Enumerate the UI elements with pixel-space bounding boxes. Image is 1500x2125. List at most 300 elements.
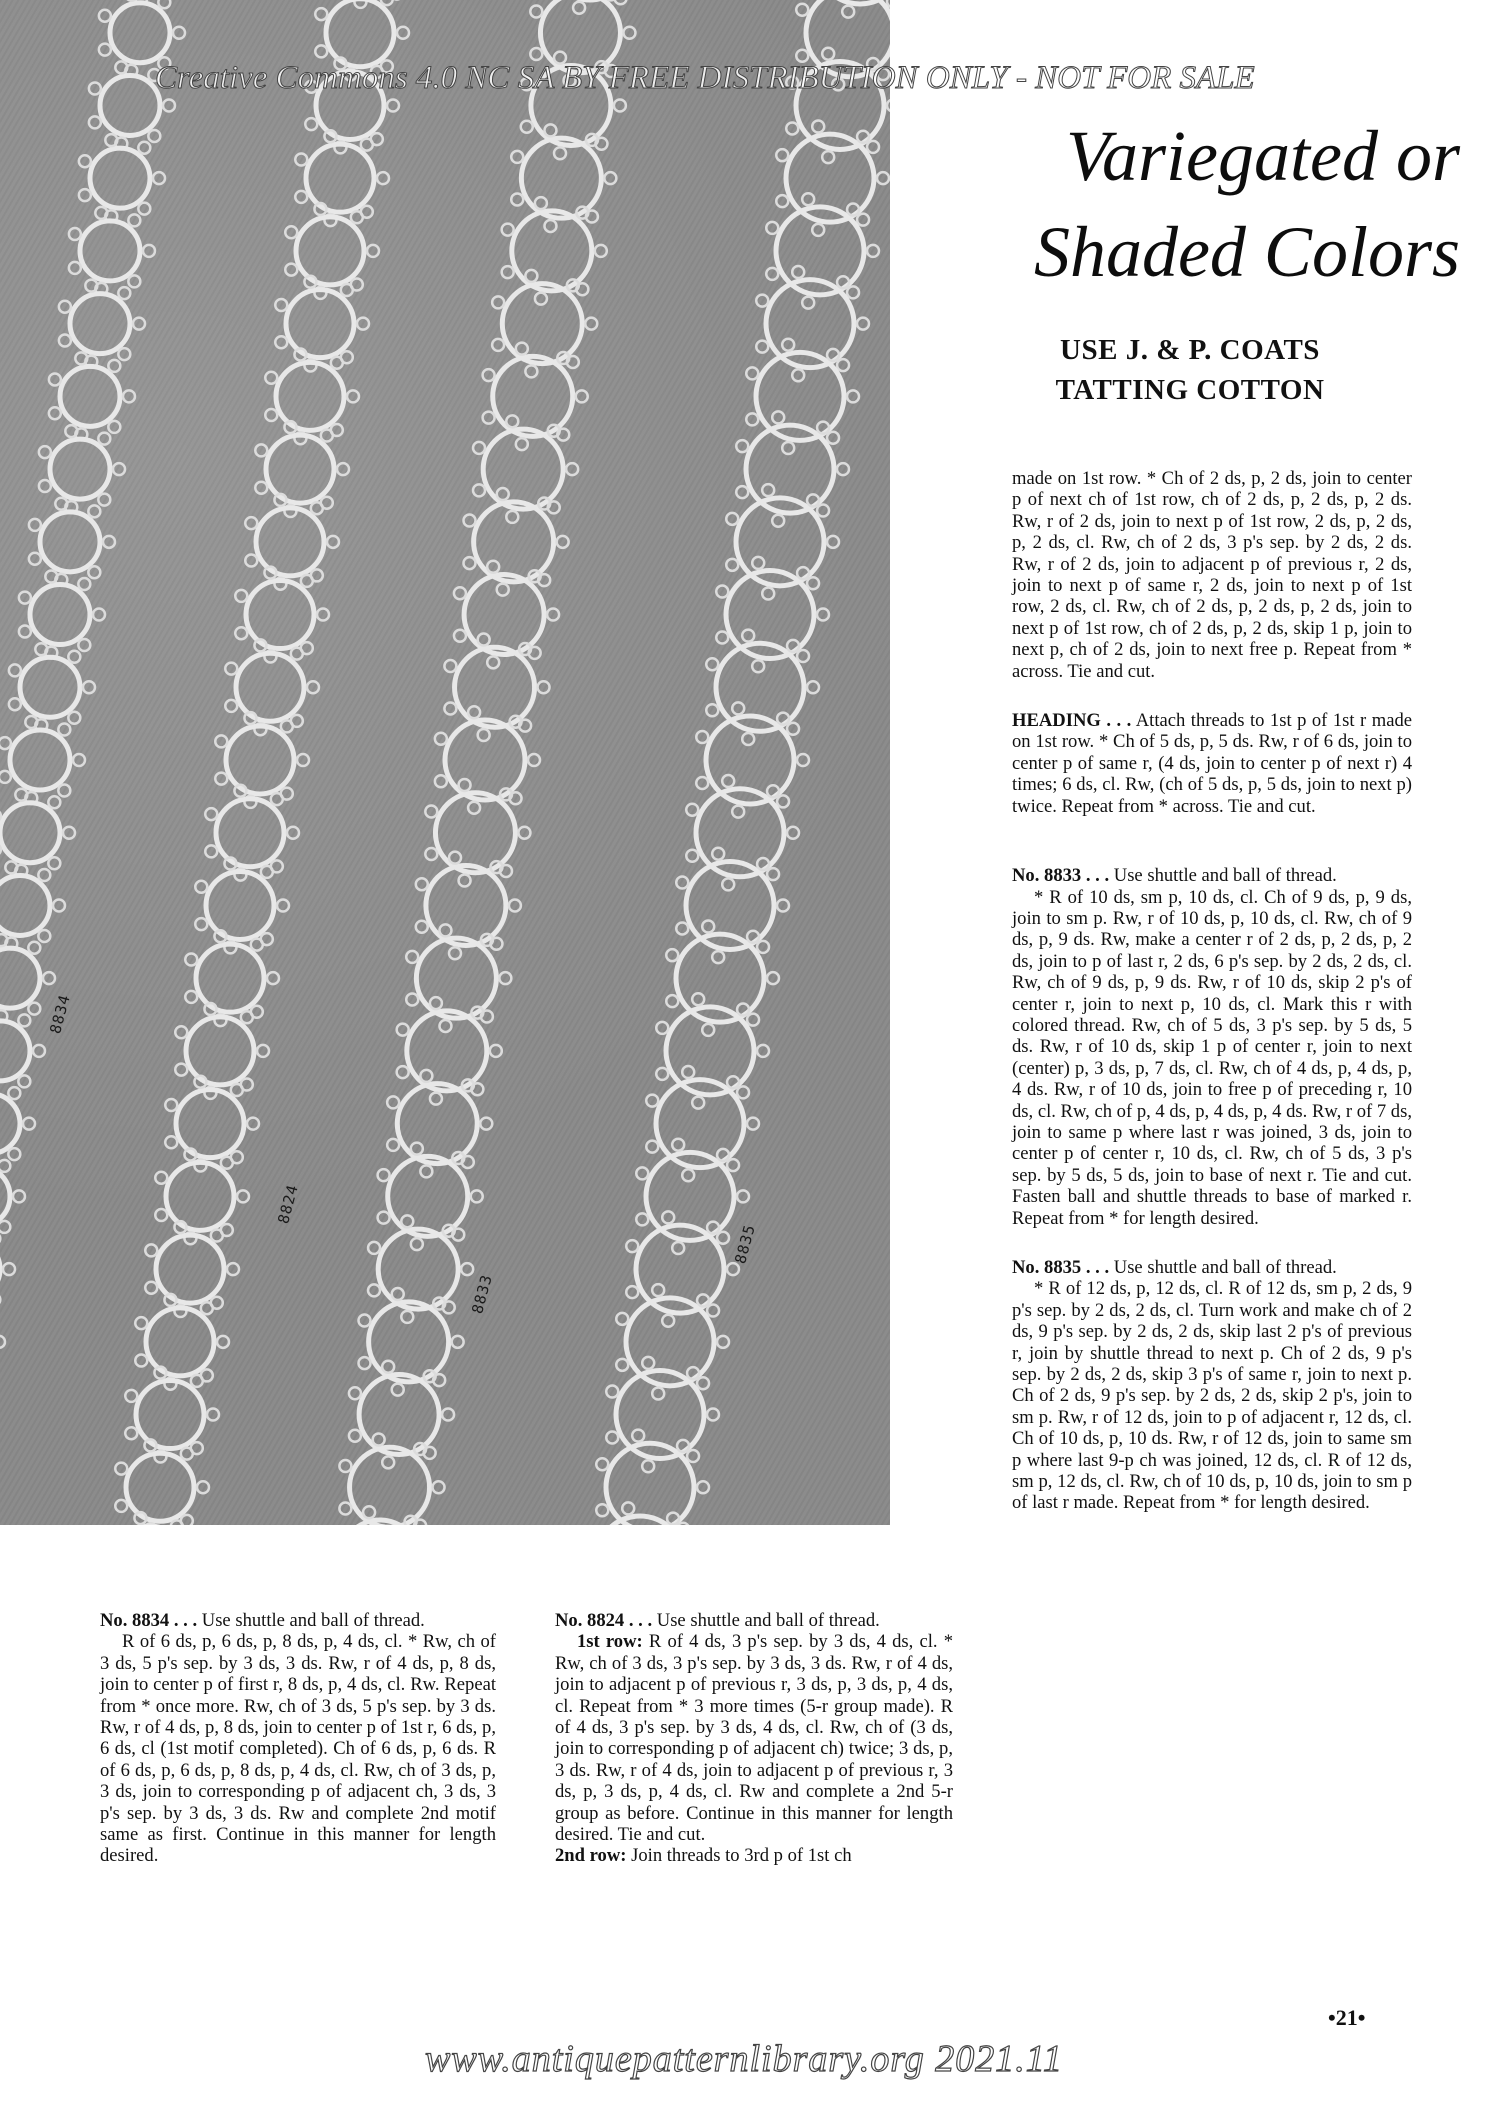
lace-ring (40, 512, 100, 572)
lace-picot (378, 1212, 390, 1224)
lace-picot (497, 488, 509, 500)
lace-picot (29, 519, 41, 531)
strip-label-8824: 8824 (274, 1182, 302, 1226)
lace-picot (387, 1096, 399, 1108)
lace-picot (255, 444, 267, 456)
lace-picot (275, 299, 287, 311)
heading-paragraph (1012, 710, 1412, 817)
lace-picot (707, 1305, 719, 1317)
lace-picot (642, 1357, 654, 1369)
lace-ring (50, 439, 110, 499)
lace-picot (502, 224, 514, 236)
lace-picot (662, 1211, 674, 1223)
lace-picot (88, 505, 100, 517)
lace-picot (59, 301, 71, 313)
lace-picot (727, 1263, 739, 1275)
lace-picot (499, 972, 511, 984)
lace-picot (307, 681, 319, 693)
subtitle-line-2: TATTING COTTON (1055, 374, 1325, 406)
lace-picot (487, 656, 499, 668)
lace-picot (217, 1336, 229, 1348)
lace-ring (90, 148, 150, 208)
lace-picot (717, 1232, 729, 1244)
lace-ring (435, 793, 515, 873)
lace-picot (123, 390, 135, 402)
lace-picot (473, 484, 485, 496)
lace-picot (547, 609, 559, 621)
lace-picot (887, 99, 890, 111)
lace-picot (381, 0, 393, 5)
lace-picot (626, 1286, 638, 1298)
lace-picot (822, 48, 834, 60)
lace-picot (857, 214, 869, 226)
right-column (1012, 468, 1412, 1514)
lace-picot (490, 1045, 502, 1057)
lace-picot (737, 1190, 749, 1202)
lace-picot (53, 899, 65, 911)
lace-picot (3, 1263, 15, 1275)
lace-picot (133, 318, 145, 330)
lace-picot (646, 1141, 658, 1153)
lace-picot (367, 245, 379, 257)
lace-picot (221, 1157, 233, 1169)
lace-ring (110, 3, 170, 63)
pattern-8834-intro-text: Use shuttle and ball of thread. (201, 1610, 425, 1631)
lace-picot (8, 1148, 20, 1160)
lace-picot (115, 1500, 127, 1512)
lace-picot (420, 1165, 432, 1177)
lace-picot (361, 139, 373, 151)
lace-picot (297, 754, 309, 766)
lace-picot (656, 1068, 668, 1080)
lace-picot (118, 348, 130, 360)
lace-picot (747, 1118, 759, 1130)
lace-picot (717, 1336, 729, 1348)
subtitle-line-1: USE J. & P. COATS (1060, 334, 1320, 366)
lace-picot (153, 172, 165, 184)
lace-picot (148, 130, 160, 142)
lace-picot (185, 954, 197, 966)
lace-picot (686, 804, 698, 816)
lace-picot (69, 262, 81, 274)
lace-picot (525, 270, 537, 282)
lace-picot (185, 991, 197, 1003)
lace-picot (606, 1386, 618, 1398)
lace-picot (78, 639, 90, 651)
lace-picot (83, 681, 95, 693)
lace-picot (255, 482, 267, 494)
lace-picot (0, 1221, 10, 1233)
lace-picot (777, 899, 789, 911)
lace-picot (666, 995, 678, 1007)
lace-picot (732, 702, 744, 714)
lace-picot (425, 848, 437, 860)
lace-picot (656, 1022, 668, 1034)
lace-picot (411, 1143, 423, 1155)
page-subtitle (990, 330, 1390, 410)
lace-picot (757, 1045, 769, 1057)
lace-picot (143, 245, 155, 257)
lace-picot (78, 578, 90, 590)
lace-picot (401, 1215, 413, 1227)
lace-picot (285, 226, 297, 238)
watermark-license: Creative Commons 4.0 NC SA BY FREE DISTRIBUTION ONLY - NOT FOR SALE (155, 60, 1255, 96)
pattern-8835-intro (1012, 1257, 1412, 1278)
lace-picot (347, 390, 359, 402)
lace-picot (88, 566, 100, 578)
lace-picot (128, 275, 140, 287)
lace-picot (702, 921, 714, 933)
lace-picot (530, 5, 542, 17)
lace-picot (433, 1481, 445, 1493)
lace-picot (757, 941, 769, 953)
lace-picot (93, 609, 105, 621)
pattern-8835-intro-text: Use shuttle and ball of thread. (1113, 1257, 1337, 1278)
lace-picot (8, 1087, 20, 1099)
lace-picot (155, 1172, 167, 1184)
lace-picot (722, 775, 734, 787)
lace-picot (782, 339, 794, 351)
lace-picot (468, 802, 480, 814)
lace-picot (63, 827, 75, 839)
lace-strip-8835 (586, 0, 890, 1525)
pattern-8833-intro (1012, 865, 1412, 886)
lace-ring (512, 211, 592, 291)
lace-picot (471, 1190, 483, 1202)
lace-ring (426, 865, 506, 945)
lace-picot (636, 1167, 648, 1179)
lace-picot (766, 268, 778, 280)
lace-picot (777, 795, 789, 807)
lace-picot (245, 554, 257, 566)
pattern-8835-text: * R of 12 ds, p, 12 ds, cl. R of 12 ds, sm p, 2 ds, 9 p's sep. by 2 ds, 2 ds, cl. Turn work and make ch of 2 ds, 9 p's sep. by 2 ds, 2 ds, skip last 2 p's of previous r, join by shuttle thread to next p. Ch of 2 ds, 9 p's sep. by 2 ds, 2 ds, skip 3 p's of same r, join to next p. Ch of 2 ds, 9 p's sep. by 2 ds, 2 ds, skip 2 p's, join to sm p. Rw, r of 12 ds, join to p of adjacent r, 12 ds, cl. Ch of 10 ds, p, 10 ds. Rw, r of 12 ds, join to same sm p where last 9-p ch was joined, 12 ds, cl. R of 12 ds, sm p, 12 ds, cl. Rw, ch of 10 ds, p, 10 ds, join to sm p of last r made. Repeat from * for length desired. (1012, 1278, 1412, 1514)
lace-picot (191, 1375, 203, 1387)
lace-picot (544, 220, 556, 232)
lace-picot (295, 154, 307, 166)
lace-picot (377, 172, 389, 184)
lace-picot (762, 587, 774, 599)
lace-picot (49, 407, 61, 419)
lace-picot (211, 1229, 223, 1241)
lace-picot (530, 48, 542, 60)
lace-picot (89, 83, 101, 95)
lace-picot (867, 245, 879, 257)
lace-picot (277, 899, 289, 911)
pattern-8824-intro-text: Use shuttle and ball of thread. (656, 1610, 880, 1631)
pattern-8833-intro-text: Use shuttle and ball of thread. (1113, 865, 1337, 887)
lace-picot (802, 193, 814, 205)
lace-picot (225, 700, 237, 712)
lace-picot (742, 733, 754, 745)
lace-picot (772, 411, 784, 423)
lace-picot (652, 1387, 664, 1399)
lace-ring (350, 1447, 430, 1525)
lace-picot (449, 852, 461, 864)
lace-picot (251, 939, 263, 951)
lace-picot (506, 511, 518, 523)
lace-picot (39, 446, 51, 458)
lace-photo (0, 0, 890, 1525)
lace-ring (397, 1084, 477, 1164)
lace-picot (155, 1209, 167, 1221)
lace-picot (58, 784, 70, 796)
lace-picot (227, 1263, 239, 1275)
left-column (100, 1610, 496, 1867)
lace-picot (454, 630, 466, 642)
pattern-8824-label: No. 8824 . . . (555, 1610, 653, 1631)
lace-ring (30, 585, 90, 645)
lace-ring (70, 294, 130, 354)
lace-picot (746, 413, 758, 425)
lace-ring (455, 647, 535, 727)
lace-picot (58, 724, 70, 736)
lace-picot (473, 442, 485, 454)
lace-picot (0, 771, 11, 783)
lace-picot (646, 1095, 658, 1107)
lace-picot (416, 878, 428, 890)
lace-picot (787, 723, 799, 735)
pattern-8834-text: R of 6 ds, p, 6 ds, p, 8 ds, p, 4 ds, cl. * Rw, ch of 3 ds, 5 p's sep. by 3 ds, 3 ds. Rw, r of 4 ds, p, 8 ds, join to center p of first r, 8 ds, p, 4 ds, cl. Rw. Repeat from * once more. Rw, ch of 3 ds, 5 p's sep. by 3 ds. Rw, r of 4 ds, p, 8 ds, join to center p of 1st r, 6 ds, p, 6 ds, cl (1st motif completed). Ch of 6 ds, p, 6 ds. R of 6 ds, p, 6 ds, p, 8 ds, p, 4 ds, cl. Rw, ch of 3 ds, p, 3 ds, join to corresponding p of adjacent ch, 3 ds, 3 p's sep. by 3 ds, 3 ds. Rw and complete 2nd motif same as first. Continue in this manner for length desired. (100, 1631, 496, 1867)
lace-illustration (0, 0, 890, 1525)
title-line-1: Variegated or (1066, 116, 1460, 196)
lace-picot (604, 172, 616, 184)
lace-picot (397, 1024, 409, 1036)
lace-picot (716, 586, 728, 598)
lace-ring (326, 0, 394, 67)
lace-picot (756, 341, 768, 353)
lace-picot (39, 480, 51, 492)
lace-picot (19, 592, 31, 604)
lace-picot (173, 27, 185, 39)
lace-picot (175, 1026, 187, 1038)
lace-picot (19, 625, 31, 637)
lace-picot (762, 484, 774, 496)
lace-picot (18, 1075, 30, 1087)
lace-picot (378, 1169, 390, 1181)
lace-picot (747, 1014, 759, 1026)
lace-picot (247, 1118, 259, 1130)
lace-picot (478, 729, 490, 741)
lace-picot (416, 921, 428, 933)
lace-picot (225, 663, 237, 675)
lace-picot (802, 297, 814, 309)
lace-picot (544, 124, 556, 136)
lace-picot (315, 8, 327, 20)
lace-picot (205, 808, 217, 820)
lace-picot (321, 429, 333, 441)
lace-picot (585, 318, 597, 330)
lace-picot (509, 899, 521, 911)
lace-picot (463, 515, 475, 527)
lace-picot (727, 1159, 739, 1171)
lace-picot (181, 1448, 193, 1460)
lace-picot (722, 878, 734, 890)
lace-picot (535, 197, 547, 209)
lace-picot (463, 557, 475, 569)
row2-label: 2nd row: (555, 1845, 627, 1867)
lace-picot (706, 658, 718, 670)
lace-picot (776, 195, 788, 207)
lace-picot (0, 1336, 5, 1348)
lace-picot (772, 515, 784, 527)
pattern-8835-label: No. 8835 . . . (1012, 1257, 1110, 1278)
middle-column (555, 1610, 953, 1867)
lace-picot (782, 442, 794, 454)
lace-picot (616, 1359, 628, 1371)
strip-label-8835: 8835 (731, 1222, 759, 1266)
lace-picot (566, 463, 578, 475)
lace-picot (756, 295, 768, 307)
lace-picot (69, 228, 81, 240)
lace-picot (235, 627, 247, 639)
lace-picot (707, 1409, 719, 1421)
lace-picot (676, 876, 688, 888)
lace-picot (449, 947, 461, 959)
lace-picot (468, 706, 480, 718)
lace-picot (28, 942, 40, 954)
lace-picot (726, 513, 738, 525)
page-number: •21• (1328, 2005, 1366, 2030)
lace-picot (497, 584, 509, 596)
lace-picot (817, 609, 829, 621)
lace-picot (265, 372, 277, 384)
lace-picot (696, 731, 708, 743)
lace-ring (0, 1021, 30, 1081)
lace-picot (392, 1288, 404, 1300)
lace-picot (387, 1139, 399, 1151)
lace-picot (0, 844, 1, 856)
lace-picot (554, 147, 566, 159)
lace-picot (267, 972, 279, 984)
lace-picot (79, 155, 91, 167)
lace-picot (742, 630, 754, 642)
lace-picot (0, 1160, 10, 1172)
lace-picot (158, 0, 170, 8)
lace-picot (215, 735, 227, 747)
lace-picot (797, 754, 809, 766)
heading-text: Attach threads to 1st p of 1st r made on 1st row. * Ch of 5 ds, p, 5 ds. Rw, r of 6 ds, join to center p of same r, (4 ds, join to center p of next r) 4 times; 6 ds, cl. Rw, (ch of 5 ds, p, 5 ds, join to next p) twice. Repeat from * across. Tie and cut. (1012, 710, 1412, 817)
lace-picot (452, 1336, 464, 1348)
lace-picot (525, 365, 537, 377)
lace-picot (822, 151, 834, 163)
lace-ring (359, 1375, 439, 1455)
lace-picot (746, 367, 758, 379)
lace-picot (175, 1064, 187, 1076)
lace-ring (0, 1094, 20, 1154)
lace-picot (99, 44, 111, 56)
lace-picot (231, 1084, 243, 1096)
lace-picot (195, 881, 207, 893)
lace-picot (812, 121, 824, 133)
lace-picot (692, 1097, 704, 1109)
lace-picot (626, 1240, 638, 1252)
lace-picot (697, 1481, 709, 1493)
lace-picot (732, 806, 744, 818)
lace-picot (867, 141, 879, 153)
lace-picot (406, 993, 418, 1005)
lace-picot (557, 536, 569, 548)
page-title (940, 108, 1460, 300)
lace-picot (696, 777, 708, 789)
lace-picot (712, 848, 724, 860)
lace-picot (817, 505, 829, 517)
lace-picot (697, 1377, 709, 1389)
lace-picot (351, 211, 363, 223)
pattern-8833-text: * R of 10 ds, sm p, 10 ds, cl. Ch of 9 ds, p, 9 ds, join to sm p. Rw, r of 10 ds, p, 10 ds, cl. Rw, ch of 9 ds, p, 9 ds. Rw, make a center r of 2 ds, p, 2 ds, p, 2 ds, join to p of last r, 2 ds, 6 p's sep. by 2 ds, 2 ds, cl. Rw, ch of 9 ds, p, 9 ds. Rw, r of 10 ds, skip 2 p's of center r, join to next p, 10 ds, cl. Mark this r with colored thread. Rw, ch of 5 ds, 3 p's sep. by 5 ds, 5 ds. Rw, r of 10 ds, skip 1 p of center r, join to next (center) p, 3 ds, p, 7 ds, cl. Rw, ch of 4 ds, p, 4 ds, p, 4 ds. Rw, r of 10 ds, join to free p of preceding r, 10 ds, cl. Rw, ch of p, 4 ds, p, 4 ds, p, 4 ds. Rw, r of 7 ds, join to same p where last r was joined, 3 ds, join to center p of center r, 10 ds, cl. Rw, ch of 5 ds, 3 p's sep. by 5 ds, 5 ds, join to base of next r. Tie and cut. Fasten ball and shuttle threads to base of marked r. Repeat from * for length desired. (1012, 886, 1412, 1229)
lace-ring (80, 221, 140, 281)
lace-picot (257, 1045, 269, 1057)
lace-picot (435, 733, 447, 745)
lace-picot (459, 779, 471, 791)
lace-picot (736, 486, 748, 498)
lace-picot (145, 1282, 157, 1294)
lace-picot (397, 27, 409, 39)
lace-picot (521, 121, 533, 133)
lace-ring (100, 75, 160, 135)
lace-picot (245, 517, 257, 529)
lace-picot (339, 1460, 351, 1472)
lace-ring (0, 875, 50, 935)
lace-picot (349, 1430, 361, 1442)
lace-picot (807, 681, 819, 693)
lace-picot (241, 1011, 253, 1023)
lace-picot (327, 536, 339, 548)
lace-picot (73, 754, 85, 766)
lace-picot (205, 845, 217, 857)
lace-picot (285, 264, 297, 276)
lace-picot (135, 1317, 147, 1329)
lace-picot (807, 577, 819, 589)
lace-picot (275, 336, 287, 348)
lace-picot (79, 189, 91, 201)
lace-picot (702, 1024, 714, 1036)
lace-picot (776, 149, 788, 161)
lace-picot (401, 1311, 413, 1323)
lace-picot (511, 151, 523, 163)
lace-picot (125, 1390, 137, 1402)
lace-picot (616, 1313, 628, 1325)
lace-picot (662, 1315, 674, 1327)
lace-picot (516, 343, 528, 355)
lace-picot (502, 266, 514, 278)
lace-picot (48, 796, 60, 808)
lace-picot (9, 664, 21, 676)
lace-picot (207, 1409, 219, 1421)
lace-picot (425, 805, 437, 817)
lace-picot (796, 4, 808, 16)
lace-ring (0, 1166, 10, 1226)
pattern-8824-row2 (555, 1845, 953, 1866)
lace-picot (368, 1284, 380, 1296)
lace-picot (483, 412, 495, 424)
lace-ring (10, 730, 70, 790)
lace-picot (487, 561, 499, 573)
lace-picot (842, 6, 854, 18)
lace-picot (614, 99, 626, 111)
lace-picot (118, 287, 130, 299)
lace-picot (480, 1118, 492, 1130)
lace-picot (516, 438, 528, 450)
lace-picot (444, 660, 456, 672)
lace-picot (0, 810, 1, 822)
lace-picot (301, 575, 313, 587)
lace-picot (197, 1481, 209, 1493)
lace-picot (439, 1020, 451, 1032)
lace-picot (33, 1045, 45, 1057)
lace-picot (363, 1506, 375, 1518)
lace-picot (9, 698, 21, 710)
lace-picot (766, 222, 778, 234)
